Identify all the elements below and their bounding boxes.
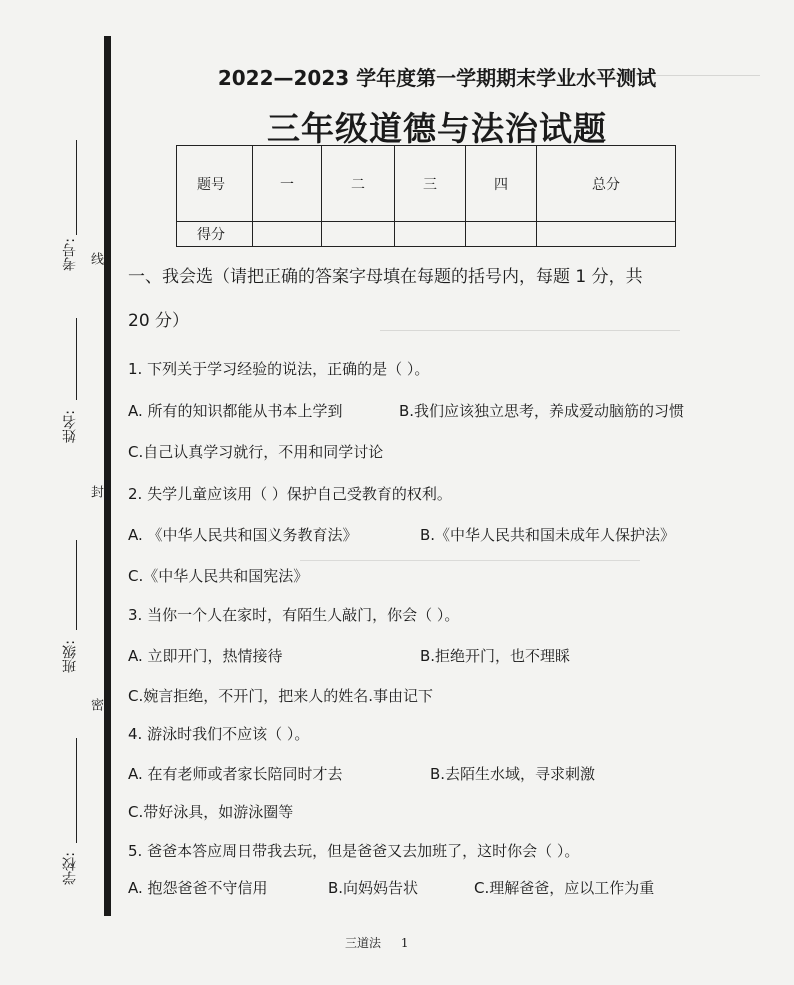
score-cell[interactable] <box>395 222 466 247</box>
bleed-through-mark <box>380 330 680 341</box>
option-b: B.我们应该独立思考，养成爱动脑筋的习惯 <box>399 402 685 420</box>
question-text: 1. 下列关于学习经验的说法，正确的是（ ）。 <box>128 360 430 378</box>
class-label: 班级: <box>62 640 78 673</box>
score-cell[interactable] <box>466 222 537 247</box>
score-cell[interactable] <box>537 222 676 247</box>
subject-title: 三年级道德与法治试题 <box>267 109 607 148</box>
option-a: A. 抱怨爸爸不守信用 <box>128 879 268 897</box>
seal-text-seal: 封 <box>88 485 103 498</box>
question-text: 2. 失学儿童应该用（ ）保护自己受教育的权利。 <box>128 485 452 503</box>
question-text: 5. 爸爸本答应周日带我去玩，但是爸爸又去加班了，这时你会（ ）。 <box>128 842 580 860</box>
section-heading-cont: 20 分） <box>128 311 190 331</box>
score-table-header-cell: 一 <box>253 146 322 222</box>
seal-text-line: 线 <box>88 252 103 265</box>
option-c: C.带好泳具，如游泳圈等 <box>128 803 294 821</box>
class-line <box>76 540 77 630</box>
bleed-through-mark <box>300 560 640 571</box>
score-table <box>176 145 676 247</box>
school-label: 学校: <box>62 852 78 885</box>
option-b: B.《中华人民共和国未成年人保护法》 <box>420 526 676 544</box>
option-c: C.《中华人民共和国宪法》 <box>128 567 309 585</box>
name-line <box>76 318 77 400</box>
binding-margin-bar <box>104 36 111 916</box>
option-a: A. 《中华人民共和国义务教育法》 <box>128 526 358 544</box>
option-a: A. 所有的知识都能从书本上学到 <box>128 402 343 420</box>
question-text: 4. 游泳时我们不应该（ ）。 <box>128 725 310 743</box>
option-c: C.理解爸爸，应以工作为重 <box>474 879 655 897</box>
exam-title: 2022—2023 学年度第一学期期末学业水平测试 <box>217 66 657 90</box>
option-a: A. 立即开门，热情接待 <box>128 647 283 665</box>
question-text: 3. 当你一个人在家时，有陌生人敲门，你会（ ）。 <box>128 606 460 624</box>
name-label: 姓名: <box>62 410 78 443</box>
option-c: C.自己认真学习就行，不用和同学讨论 <box>128 443 384 461</box>
school-line <box>76 738 77 843</box>
score-table-header-cell: 四 <box>466 146 537 222</box>
score-table-header-cell: 二 <box>322 146 395 222</box>
score-table-header-cell: 题号 <box>177 146 253 222</box>
score-cell[interactable] <box>253 222 322 247</box>
exam-number-line <box>76 140 77 235</box>
option-b: B.去陌生水域，寻求刺激 <box>430 765 596 783</box>
option-b: B.向妈妈告状 <box>328 879 419 897</box>
page-number: 1 <box>400 936 409 950</box>
score-table-header-cell: 三 <box>395 146 466 222</box>
footer-subject: 三道法 <box>345 936 382 950</box>
score-cell[interactable] <box>322 222 395 247</box>
score-table-header-cell: 总分 <box>537 146 676 222</box>
option-a: A. 在有老师或者家长陪同时才去 <box>128 765 343 783</box>
page-footer <box>345 934 408 951</box>
score-row-label: 得分 <box>177 222 253 247</box>
exam-number-label: 考号: <box>62 238 78 271</box>
option-b: B.拒绝开门，也不理睬 <box>420 647 571 665</box>
option-c: C.婉言拒绝，不开门，把来人的姓名.事由记下 <box>128 687 434 705</box>
seal-text-mi: 密 <box>88 698 103 711</box>
section-heading: 一、我会选（请把正确的答案字母填在每题的括号内，每题 1 分，共 <box>128 267 643 287</box>
